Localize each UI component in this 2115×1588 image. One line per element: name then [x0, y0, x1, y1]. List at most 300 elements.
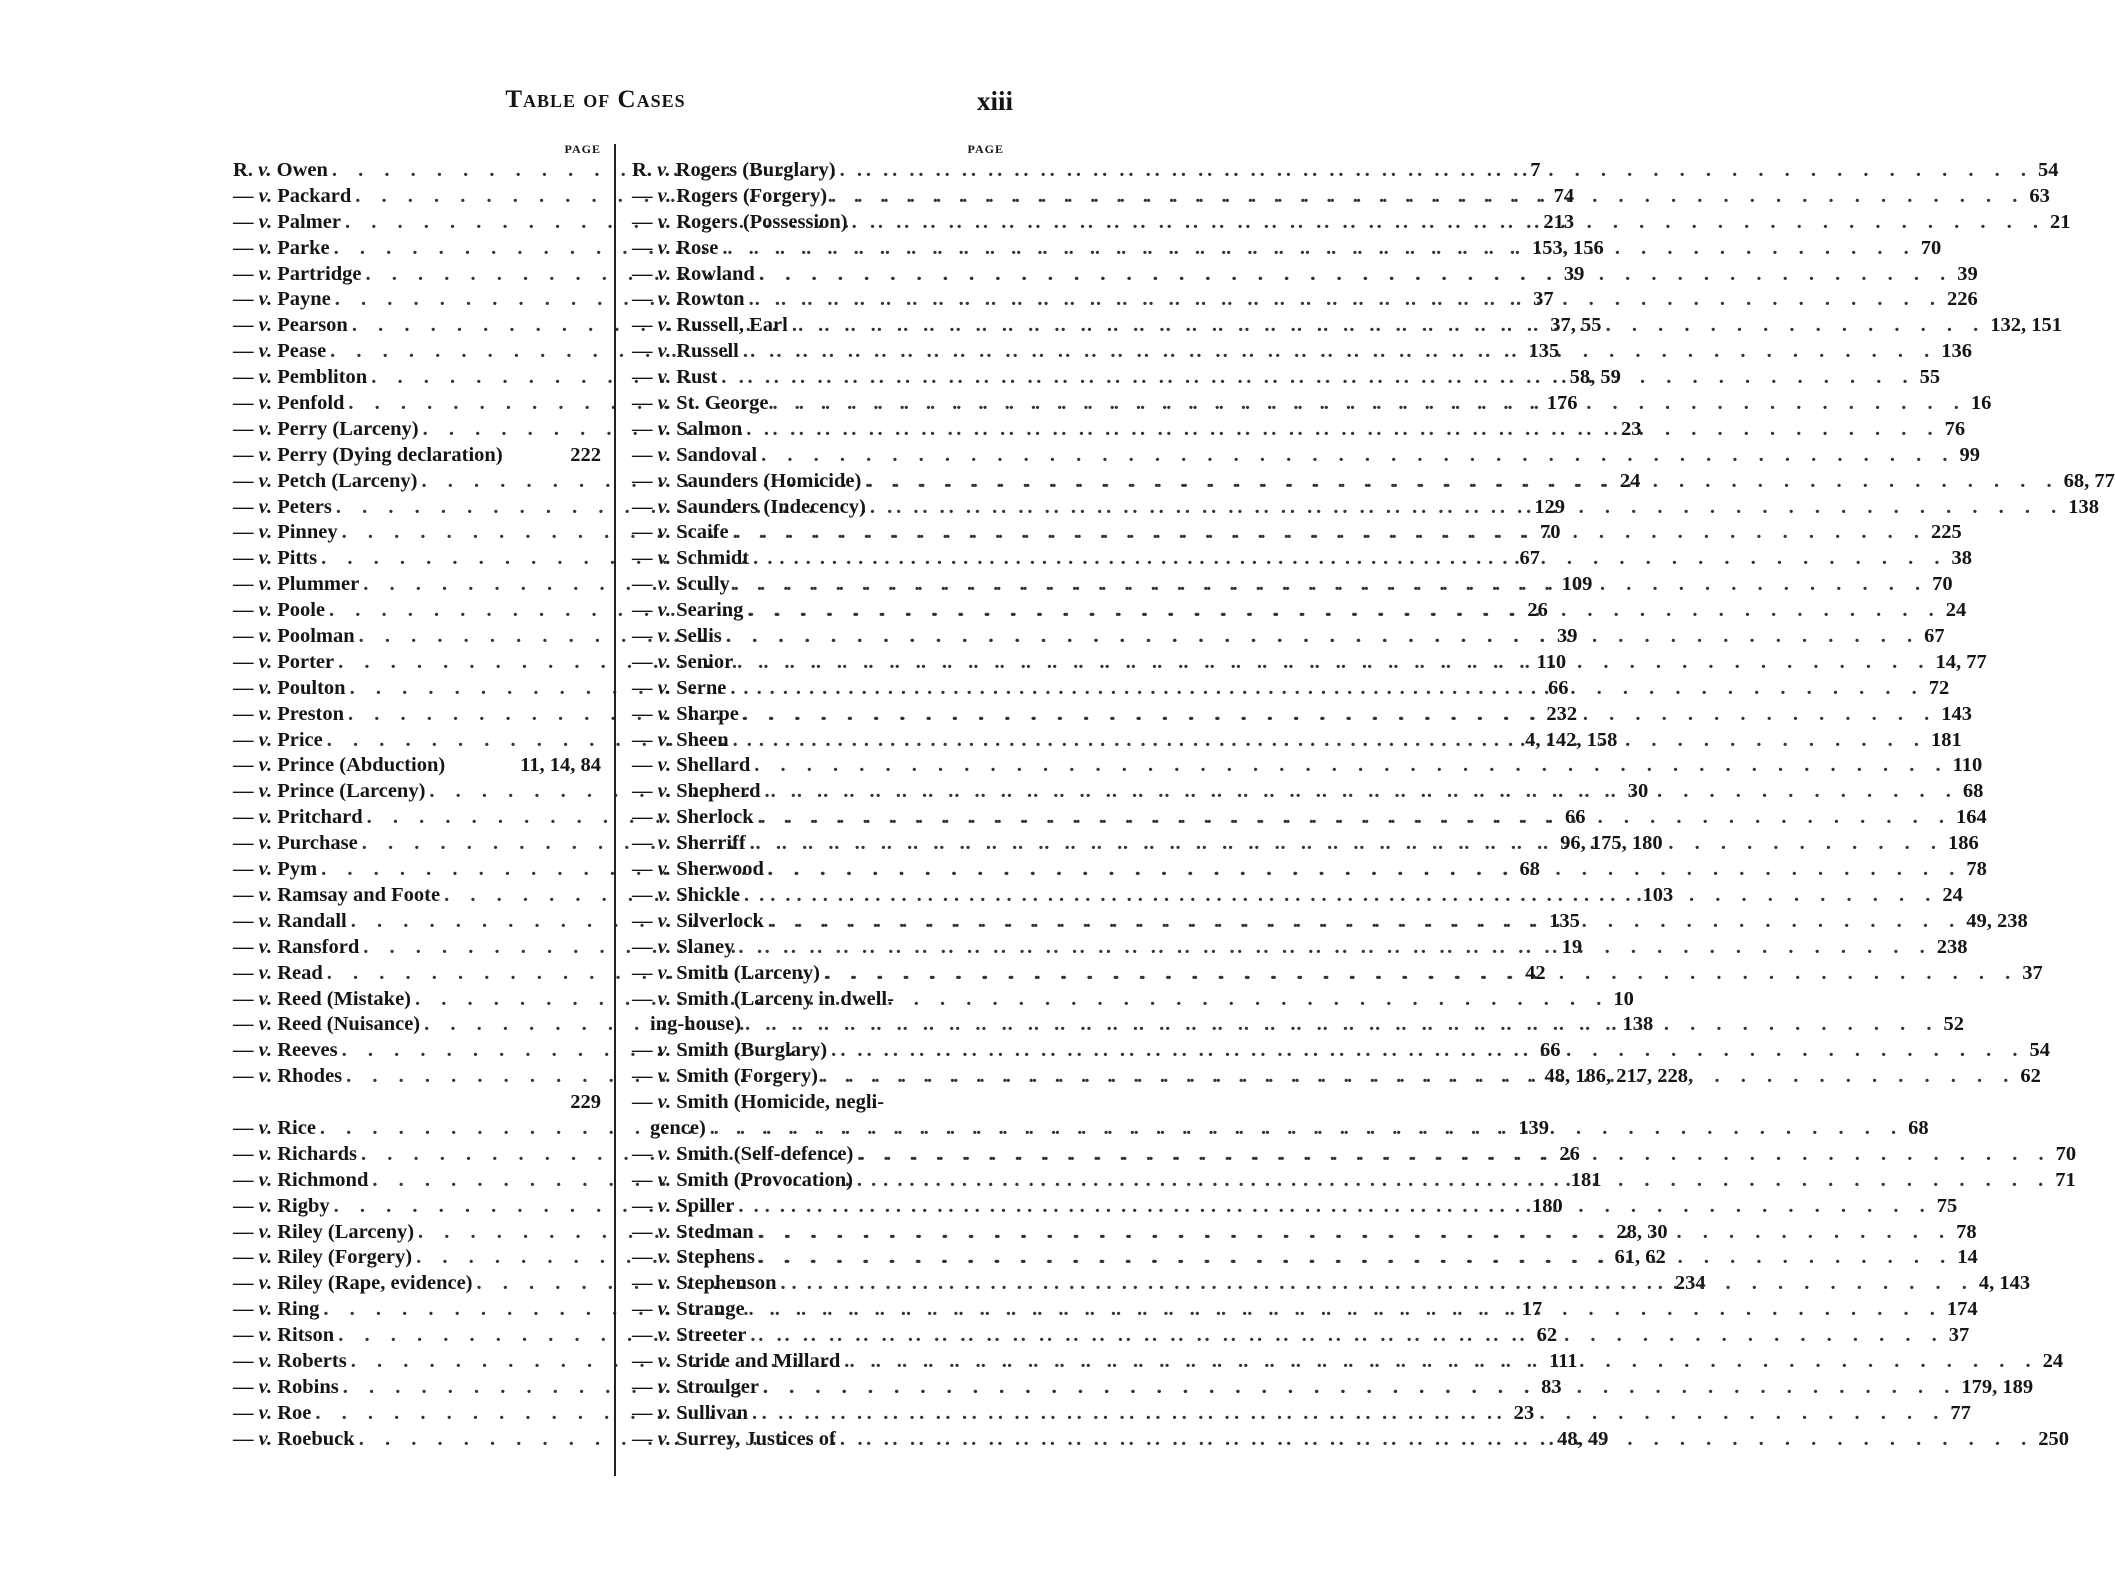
- page-reference: 4, 143: [1978, 1272, 2031, 1295]
- case-prefix: —: [632, 780, 658, 803]
- page-reference: 26: [1527, 599, 1548, 622]
- versus-mark: v.: [657, 1401, 672, 1424]
- table-row: [233, 1090, 601, 1116]
- case-prefix: —: [632, 1375, 658, 1398]
- page-reference: 78: [1966, 858, 1987, 881]
- dot-leader: [755, 1245, 1957, 1271]
- case-name: [632, 676, 726, 702]
- case-name: [632, 598, 743, 624]
- case-prefix: —: [632, 987, 658, 1010]
- case-name: [233, 210, 341, 236]
- case-prefix: —: [233, 1065, 259, 1088]
- party-name: Russell: [671, 340, 739, 363]
- case-prefix: —: [632, 1272, 658, 1295]
- table-row: [632, 1297, 1978, 1323]
- party-name: Sandoval: [671, 443, 758, 466]
- versus-mark: v.: [258, 443, 273, 466]
- dot-leader: [726, 676, 1928, 702]
- case-prefix: —: [632, 340, 658, 363]
- case-prefix: —: [233, 288, 259, 311]
- versus-mark: v.: [258, 832, 273, 855]
- page-reference: 180: [1532, 1194, 1563, 1217]
- case-name: [632, 1038, 827, 1064]
- case-prefix: —: [233, 573, 259, 596]
- dot-leader: [729, 520, 1931, 546]
- party-name: Porter: [272, 650, 335, 673]
- case-prefix: —: [233, 443, 259, 466]
- case-prefix: —: [632, 754, 658, 777]
- dot-leader: [739, 702, 1941, 728]
- page-reference: 39: [1957, 262, 1978, 285]
- versus-mark: v.: [258, 1298, 273, 1321]
- versus-mark: v.: [657, 676, 672, 699]
- page-reference: 176: [1546, 392, 1578, 415]
- versus-mark: v.: [258, 961, 273, 984]
- versus-mark: v.: [657, 599, 672, 622]
- party-name: Slaney: [671, 935, 735, 958]
- page-reference: 37: [1533, 288, 1554, 311]
- versus-mark: v.: [657, 366, 672, 389]
- page-reference: 186: [1948, 832, 1979, 855]
- versus-mark: v.: [258, 1065, 273, 1088]
- versus-mark: v.: [258, 547, 273, 570]
- party-name: Partridge: [272, 262, 362, 285]
- case-name: [233, 1142, 357, 1168]
- page-reference: 61, 62: [1614, 1246, 1666, 1269]
- page-reference: 42: [1525, 961, 1546, 984]
- case-prefix: —: [632, 1194, 658, 1217]
- page-reference: 38: [1951, 547, 1972, 570]
- party-name: Shickle: [671, 883, 741, 906]
- party-name: Preston: [272, 702, 345, 725]
- party-name: Riley (Larceny): [272, 1220, 415, 1243]
- case-name: [233, 1323, 334, 1349]
- case-prefix: —: [233, 1324, 259, 1347]
- page-reference: 55: [1919, 366, 1941, 389]
- case-name: [632, 1064, 818, 1090]
- dot-leader: [827, 184, 2029, 210]
- party-name: Pym: [272, 858, 318, 881]
- case-prefix: —: [233, 832, 259, 855]
- case-name: [632, 1271, 776, 1297]
- versus-mark: v.: [657, 1091, 672, 1114]
- page-reference: 4, 142, 158: [1525, 728, 1618, 751]
- versus-mark: v.: [657, 1272, 672, 1295]
- versus-mark: v.: [258, 935, 273, 958]
- party-name: Payne: [272, 288, 331, 311]
- table-row: [632, 158, 2059, 184]
- case-prefix: —: [233, 858, 259, 881]
- party-name: Rice: [272, 1116, 316, 1139]
- party-name: Rigby: [272, 1194, 330, 1217]
- party-name: Sherlock: [671, 806, 754, 829]
- dot-leader: [759, 1375, 1961, 1401]
- party-name: Stephenson: [671, 1272, 777, 1295]
- party-name: Packard: [272, 184, 352, 207]
- dot-leader: [734, 935, 1936, 961]
- case-name: [233, 676, 346, 702]
- case-name: [632, 831, 746, 857]
- party-name: Purchase: [272, 832, 358, 855]
- case-name: [632, 391, 768, 417]
- party-name: Smith (Burglary): [671, 1039, 828, 1062]
- party-name: Reed (Nuisance): [272, 1013, 421, 1036]
- party-name: Roberts: [272, 1349, 347, 1372]
- versus-mark: v.: [657, 495, 672, 518]
- case-prefix: —: [632, 599, 658, 622]
- page-reference: 49, 238: [1966, 909, 2028, 932]
- versus-mark: v.: [657, 858, 672, 881]
- case-name: [632, 210, 848, 236]
- case-name: [632, 417, 742, 443]
- case-prefix: —: [233, 1246, 259, 1269]
- party-name: Rust: [671, 366, 718, 389]
- case-name: [233, 546, 317, 572]
- versus-mark: v.: [258, 625, 273, 648]
- versus-mark: v.: [657, 1194, 672, 1217]
- versus-mark: v.: [258, 1039, 273, 1062]
- page-column-label: PAGE: [564, 142, 601, 156]
- case-name: [233, 1375, 339, 1401]
- party-name: Ring: [272, 1298, 320, 1321]
- versus-mark: v.: [258, 1246, 273, 1269]
- versus-mark: v.: [657, 883, 672, 906]
- page-reference: 70: [1920, 236, 1942, 259]
- party-name: Rowland: [671, 262, 755, 285]
- party-name: Stride and Millard: [671, 1349, 841, 1372]
- party-name: Price: [272, 728, 323, 751]
- versus-mark: v.: [657, 1246, 672, 1269]
- case-prefix: —: [632, 909, 658, 932]
- case-name: [233, 935, 359, 961]
- page-reference: 103: [1642, 883, 1674, 906]
- versus-mark: v.: [258, 754, 273, 777]
- page-reference: 39: [1557, 625, 1578, 648]
- page-reference: 28, 30: [1616, 1220, 1668, 1243]
- page-reference: 138: [2068, 495, 2099, 518]
- page-number: xiii: [976, 86, 1013, 116]
- table-row: [632, 753, 1983, 779]
- versus-mark: v.: [657, 1427, 672, 1450]
- versus-mark: v.: [657, 806, 672, 829]
- case-name: [233, 236, 330, 262]
- case-prefix: —: [233, 1194, 259, 1217]
- case-name: [632, 1323, 746, 1349]
- versus-mark: v.: [258, 495, 273, 518]
- versus-mark: v.: [258, 288, 273, 311]
- case-prefix: —: [233, 469, 259, 492]
- versus-mark: v.: [657, 443, 672, 466]
- case-name: [632, 1168, 853, 1194]
- case-name: [233, 1012, 420, 1038]
- party-name: Rose: [671, 236, 719, 259]
- page-reference: 67: [1924, 625, 1945, 648]
- case-prefix: —: [233, 236, 259, 259]
- page-reference: 52: [1943, 1013, 1965, 1036]
- party-name: Stephens: [671, 1246, 755, 1269]
- page-reference: 153, 156: [1531, 236, 1604, 259]
- versus-mark: v.: [657, 159, 671, 181]
- page-reference: 14: [1957, 1246, 1978, 1269]
- party-name: Sullivan: [671, 1401, 749, 1424]
- page-reference: 24: [1945, 599, 1967, 622]
- case-prefix: —: [632, 1039, 658, 1062]
- versus-mark: v.: [657, 573, 672, 596]
- versus-mark: v.: [258, 599, 273, 622]
- case-name: [632, 961, 820, 987]
- case-name: [632, 572, 730, 598]
- case-name: [233, 883, 440, 909]
- case-name: [632, 339, 739, 365]
- party-name: Shepherd: [671, 780, 761, 803]
- case-prefix: R.: [632, 159, 658, 181]
- page-reference: 54: [2029, 1039, 2050, 1062]
- case-name: [233, 1194, 330, 1220]
- party-name: Pritchard: [272, 806, 363, 829]
- dot-leader: [746, 1323, 1948, 1349]
- case-name: [233, 158, 328, 184]
- case-name: [233, 1297, 319, 1323]
- versus-mark: v.: [258, 987, 273, 1010]
- page-reference: 135: [1549, 909, 1580, 932]
- party-name: Pitts: [272, 547, 318, 570]
- case-prefix: —: [233, 340, 259, 363]
- versus-mark: v.: [258, 1427, 273, 1450]
- versus-mark: v.: [657, 1298, 672, 1321]
- dot-leader: [718, 236, 1920, 262]
- case-prefix: —: [233, 599, 259, 622]
- case-prefix: —: [632, 521, 658, 544]
- party-name: Reed (Mistake): [272, 987, 411, 1010]
- party-name: Rogers (Forgery): [671, 184, 828, 207]
- dot-leader: [757, 443, 1959, 469]
- party-name: Schmidt: [671, 547, 750, 570]
- case-name: [233, 1401, 311, 1427]
- case-prefix: —: [632, 728, 658, 751]
- case-prefix: —: [632, 806, 658, 829]
- case-name: [632, 1220, 754, 1246]
- page-reference: 37, 55: [1550, 314, 1602, 337]
- case-name: [233, 1038, 338, 1064]
- page-reference: 24: [2042, 1349, 2064, 1372]
- case-name: [632, 546, 749, 572]
- party-name: Rogers (Possession): [671, 210, 848, 233]
- case-name: [233, 391, 344, 417]
- page-reference: 7: [1530, 159, 1541, 181]
- party-name: Smith (Homicide, negli-: [671, 1091, 885, 1114]
- dot-leader: [853, 1142, 2055, 1168]
- page-reference: 62: [2020, 1065, 2041, 1088]
- dot-leader: [748, 1401, 1950, 1427]
- page-reference: 96, 175, 180: [1560, 832, 1663, 855]
- case-prefix: —: [632, 1298, 658, 1321]
- case-name: [233, 313, 348, 339]
- case-prefix: —: [233, 184, 259, 207]
- page-title: Table of Cases: [505, 86, 686, 113]
- page-reference: 238: [1936, 935, 1968, 958]
- dot-leader: [776, 1271, 1978, 1297]
- page-reference: 226: [1946, 288, 1978, 311]
- page-reference: 67: [1519, 547, 1540, 570]
- page-reference: 72: [1928, 676, 1950, 699]
- dot-leader: [788, 313, 1990, 339]
- versus-mark: v.: [657, 262, 672, 285]
- versus-mark: v.: [657, 1220, 672, 1243]
- dot-leader: [749, 546, 1951, 572]
- party-name: Prince (Larceny): [272, 780, 426, 803]
- case-name: [632, 883, 740, 909]
- dot-leader: [836, 158, 2038, 184]
- page-reference: 14, 77: [1935, 650, 1987, 673]
- case-prefix: —: [233, 987, 259, 1010]
- case-prefix: —: [632, 1168, 658, 1191]
- party-name: Parke: [272, 236, 330, 259]
- page-reference: 76: [1944, 417, 1966, 440]
- versus-mark: v.: [258, 1194, 273, 1217]
- page-reference: 48, 186, 217, 228,: [1544, 1065, 1694, 1088]
- case-prefix: —: [233, 210, 259, 233]
- case-name: [632, 1245, 755, 1271]
- party-name: Randall: [272, 909, 347, 932]
- case-name: [632, 805, 754, 831]
- versus-mark: v.: [258, 676, 273, 699]
- dot-leader: [730, 572, 1932, 598]
- dot-leader: [740, 883, 1942, 909]
- versus-mark: v.: [657, 314, 672, 337]
- page-reference: 78: [1956, 1220, 1977, 1243]
- case-name: [632, 520, 729, 546]
- case-name: [632, 1375, 759, 1401]
- party-name: Searing: [671, 599, 744, 622]
- versus-mark: v.: [258, 858, 273, 881]
- party-name: Scully: [671, 573, 730, 596]
- page-reference: 66: [1547, 676, 1569, 699]
- case-name: [233, 1168, 368, 1194]
- party-name: Saunders (Indecency): [671, 495, 866, 518]
- party-name: Riley (Rape, evidence): [272, 1272, 473, 1295]
- case-prefix: —: [233, 1272, 259, 1295]
- case-prefix: —: [233, 806, 259, 829]
- case-prefix: —: [233, 961, 259, 984]
- party-name: Palmer: [272, 210, 341, 233]
- column-divider: [614, 144, 616, 1476]
- case-prefix: —: [233, 754, 259, 777]
- case-prefix: —: [632, 1427, 658, 1450]
- versus-mark: v.: [657, 210, 672, 233]
- party-name: Peters: [272, 495, 332, 518]
- party-name: Streeter: [671, 1324, 747, 1347]
- party-name: Smith (Larceny): [671, 961, 820, 984]
- case-prefix: —: [632, 1142, 658, 1165]
- case-prefix: —: [233, 1375, 259, 1398]
- case-name: [632, 1401, 748, 1427]
- case-name: [233, 961, 323, 987]
- party-name: Silverlock: [671, 909, 764, 932]
- versus-mark: v.: [258, 392, 273, 415]
- case-prefix: —: [233, 1427, 259, 1450]
- case-name: [632, 987, 894, 1013]
- versus-mark: v.: [258, 728, 273, 751]
- case-name: [233, 831, 358, 857]
- dot-leader: [745, 1297, 1947, 1323]
- case-prefix: —: [632, 314, 658, 337]
- party-name: Strange: [671, 1298, 745, 1321]
- dot-leader: [733, 650, 1935, 676]
- case-prefix: —: [632, 935, 658, 958]
- page-reference: 70: [1539, 521, 1561, 544]
- party-name: Sheen: [671, 728, 729, 751]
- party-name: Serne: [671, 676, 727, 699]
- party-name: Read: [272, 961, 323, 984]
- party-name: Saunders (Homicide): [671, 469, 862, 492]
- case-name: [233, 365, 367, 391]
- case-name: [233, 650, 334, 676]
- case-name: [233, 1427, 355, 1453]
- party-name: Rhodes: [272, 1065, 343, 1088]
- versus-mark: v.: [258, 1324, 273, 1347]
- page-reference: 48, 49: [1557, 1427, 1609, 1450]
- case-name: [632, 1297, 745, 1323]
- table-row: [233, 753, 601, 779]
- versus-mark: v.: [657, 1065, 672, 1088]
- party-name: Ramsay and Foote: [272, 883, 441, 906]
- dot-leader: [840, 1349, 2042, 1375]
- case-name: [632, 1194, 734, 1220]
- page-reference: 17: [1521, 1298, 1543, 1321]
- case-name: [233, 728, 323, 754]
- page-reference: 16: [1970, 392, 1992, 415]
- versus-mark: v.: [657, 909, 672, 932]
- case-name: [632, 236, 718, 262]
- versus-mark: v.: [657, 1324, 672, 1347]
- party-name: Shellard: [671, 754, 751, 777]
- versus-mark: v.: [657, 1039, 672, 1062]
- versus-mark: v.: [657, 832, 672, 855]
- party-name: Smith (Larceny in dwell-: [671, 987, 894, 1010]
- case-name: [632, 857, 764, 883]
- dot-leader: [861, 469, 2063, 495]
- versus-mark: v.: [258, 1401, 273, 1424]
- party-name: Smith (Provocation): [671, 1168, 853, 1191]
- table-row: [233, 443, 601, 469]
- versus-mark: v.: [258, 806, 273, 829]
- case-prefix: —: [233, 935, 259, 958]
- case-prefix: —: [632, 443, 658, 466]
- dot-leader: [706, 1116, 1908, 1142]
- party-name: Salmon: [671, 417, 743, 440]
- versus-mark: v.: [657, 961, 672, 984]
- case-prefix: —: [233, 780, 259, 803]
- case-prefix: —: [632, 961, 658, 984]
- page-reference: 136: [1941, 340, 1972, 363]
- case-name: [632, 753, 750, 779]
- case-prefix: —: [632, 210, 658, 233]
- party-name: Richards: [272, 1142, 357, 1165]
- versus-mark: v.: [657, 702, 672, 725]
- page-reference: 58, 59: [1569, 366, 1621, 389]
- versus-mark: v.: [657, 1375, 672, 1398]
- versus-mark: v.: [258, 210, 273, 233]
- page-reference: 66: [1565, 806, 1586, 829]
- page-reference: 70: [1932, 573, 1953, 596]
- page-reference: 181: [1931, 728, 1962, 751]
- case-prefix: —: [632, 858, 658, 881]
- page-reference: 74: [1553, 184, 1575, 207]
- case-name: [632, 1427, 836, 1453]
- case-name: [632, 184, 827, 210]
- case-prefix: —: [233, 392, 259, 415]
- page-reference: 24: [1942, 883, 1963, 906]
